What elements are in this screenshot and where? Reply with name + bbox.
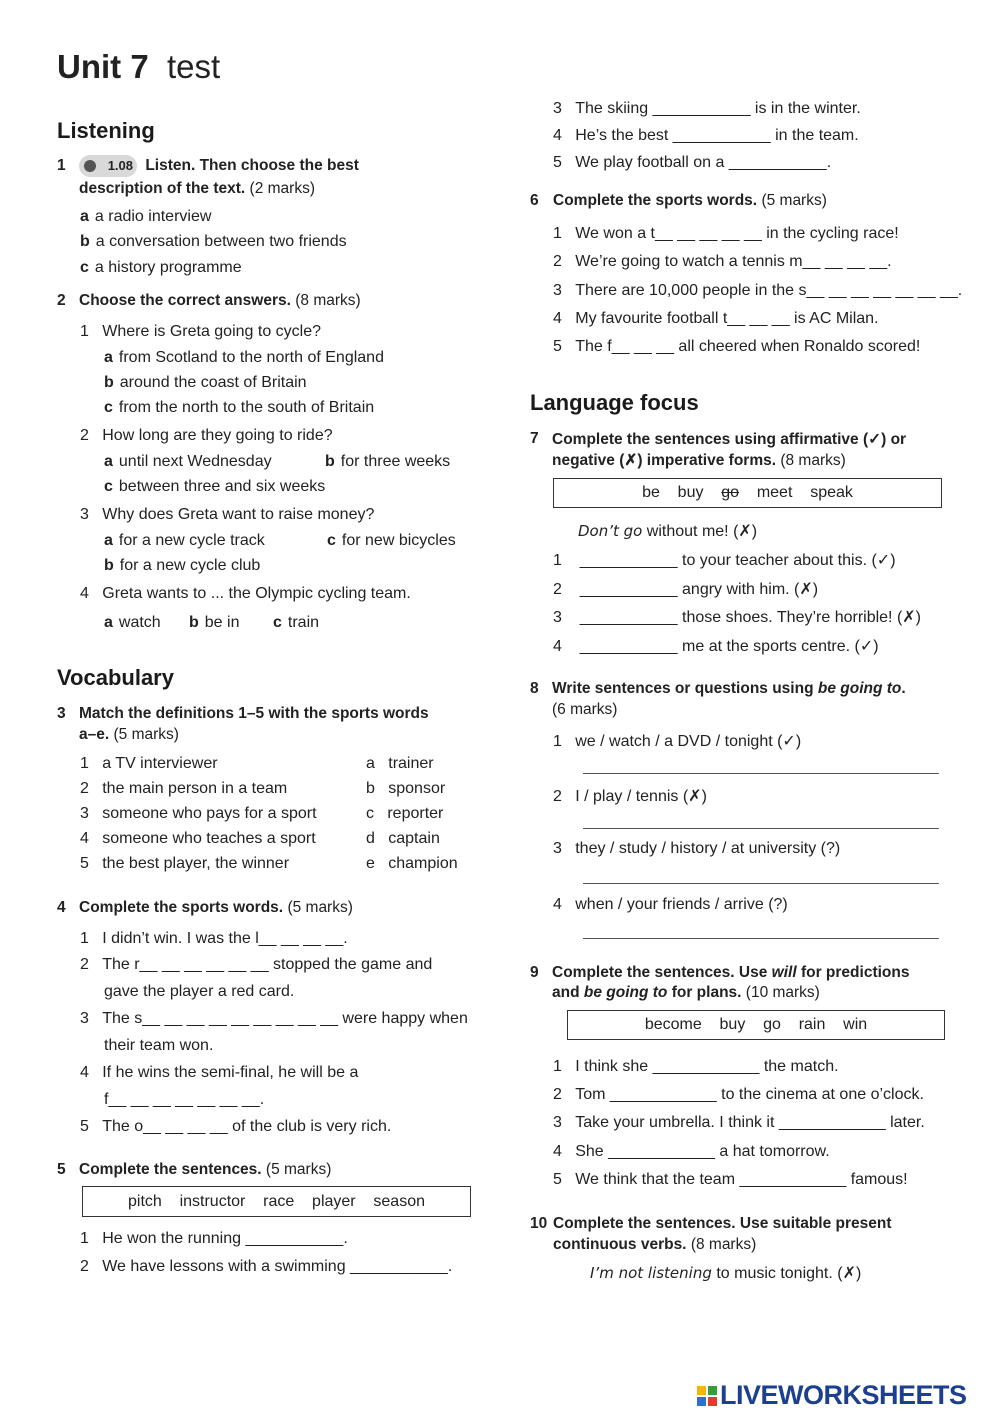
q7-example: Don’t go without me! (✗): [578, 522, 758, 540]
q2-instruction: Choose the correct answers. (8 marks): [79, 292, 361, 309]
q3-def-4: 4 someone who teaches a sport: [80, 830, 316, 847]
q3-word-b[interactable]: b sponsor: [366, 780, 446, 797]
q8-prompt-3: 3 they / study / history / at university (?): [553, 840, 841, 857]
q8-answer-line-3[interactable]: [583, 883, 939, 884]
q1-number: 1: [57, 157, 66, 174]
q4-sentence-1[interactable]: 1 I didn’t win. I was the l__ __ __ __.: [80, 930, 348, 947]
q9-sentence-3[interactable]: 3 Take your umbrella. I think it ____________ later.: [553, 1114, 925, 1131]
q2-1-option-a[interactable]: a from Scotland to the north of England: [104, 349, 384, 366]
q2-3-option-c[interactable]: c for new bicycles: [327, 532, 456, 549]
q2-2-option-c[interactable]: c between three and six weeks: [104, 478, 326, 495]
q4-sentence-3-cont: their team won.: [104, 1037, 214, 1054]
q7-sentence-4[interactable]: 4 ___________ me at the sports centre. (✓): [553, 638, 879, 655]
section-heading-language-focus: Language focus: [530, 390, 699, 415]
q5-instruction: Complete the sentences. (5 marks): [79, 1161, 332, 1178]
q5-sentence-3[interactable]: 3 The skiing ___________ is in the winter.: [553, 100, 861, 117]
q7-sentence-2[interactable]: 2 ___________ angry with him. (✗): [553, 581, 819, 598]
q3-word-c[interactable]: c reporter: [366, 805, 444, 822]
q4-sentence-2[interactable]: 2 The r__ __ __ __ __ __ stopped the game and: [80, 956, 433, 973]
q5-word-box: pitch instructor race player season: [82, 1186, 471, 1217]
title-unit: Unit 7: [57, 48, 149, 85]
logo-squares-icon: [697, 1386, 717, 1406]
q2-item-3: 3 Why does Greta want to raise money?: [80, 506, 375, 523]
q9-instruction: Complete the sentences. Use will for predictions: [552, 964, 910, 981]
q4-number: 4: [57, 899, 66, 916]
q3-instruction-line2: a–e. (5 marks): [79, 726, 179, 743]
q6-sentence-1[interactable]: 1 We won a t__ __ __ __ __ in the cycling race!: [553, 225, 899, 242]
q9-sentence-5[interactable]: 5 We think that the team ____________ famous!: [553, 1171, 908, 1188]
q7-sentence-1[interactable]: 1 ___________ to your teacher about this. (✓): [553, 552, 896, 569]
q2-item-1: 1 Where is Greta going to cycle?: [80, 323, 322, 340]
q3-def-2: 2 the main person in a team: [80, 780, 288, 797]
q9-instruction-line2: and be going to for plans. (10 marks): [552, 984, 820, 1001]
q2-3-option-b[interactable]: b for a new cycle club: [104, 557, 261, 574]
liveworksheets-logo[interactable]: [697, 1380, 967, 1411]
q2-4-option-b[interactable]: b be in: [189, 614, 240, 631]
q3-def-5: 5 the best player, the winner: [80, 855, 290, 872]
q8-instruction: Write sentences or questions using be going to.: [552, 680, 906, 697]
q3-number: 3: [57, 705, 66, 722]
q3-instruction: Match the definitions 1–5 with the sports words: [79, 705, 429, 722]
q6-sentence-2[interactable]: 2 We’re going to watch a tennis m__ __ __ __.: [553, 253, 892, 270]
q6-sentence-4[interactable]: 4 My favourite football t__ __ __ is AC Milan.: [553, 310, 879, 327]
q8-prompt-1: 1 we / watch / a DVD / tonight (✓): [553, 733, 802, 750]
q1-option-c[interactable]: c a history programme: [80, 259, 242, 276]
q9-sentence-2[interactable]: 2 Tom ____________ to the cinema at one o’clock.: [553, 1086, 924, 1103]
title-word: test: [167, 48, 221, 85]
q4-sentence-3[interactable]: 3 The s__ __ __ __ __ __ __ __ __ were happy when: [80, 1010, 468, 1027]
page-title: [57, 48, 220, 86]
q2-2-option-b[interactable]: b for three weeks: [325, 453, 451, 470]
q8-answer-line-2[interactable]: [583, 828, 939, 829]
q6-number: 6: [530, 192, 539, 209]
q10-instruction-line2: continuous verbs. (8 marks): [553, 1236, 757, 1253]
q5-sentence-5[interactable]: 5 We play football on a ___________.: [553, 154, 832, 171]
q1-option-b[interactable]: b a conversation between two friends: [80, 233, 347, 250]
q2-item-2: 2 How long are they going to ride?: [80, 427, 333, 444]
q6-instruction: Complete the sports words. (5 marks): [553, 192, 827, 209]
section-heading-listening: Listening: [57, 118, 155, 143]
q10-example: I’m not listening to music tonight. (✗): [590, 1264, 862, 1282]
q5-sentence-4[interactable]: 4 He’s the best ___________ in the team.: [553, 127, 859, 144]
q7-word-box: be buy go meet speak: [553, 478, 942, 508]
q1-instruction-line2: description of the text. (2 marks): [79, 180, 315, 197]
q9-number: 9: [530, 964, 539, 981]
q6-sentence-5[interactable]: 5 The f__ __ __ all cheered when Ronaldo scored!: [553, 338, 921, 355]
q7-number: 7: [530, 430, 539, 447]
q7-instruction-line2: negative (✗) imperative forms. (8 marks): [552, 452, 846, 469]
q6-sentence-3[interactable]: 3 There are 10,000 people in the s__ __ __ __ __ __ __.: [553, 282, 963, 299]
q2-3-option-a[interactable]: a for a new cycle track: [104, 532, 265, 549]
q3-word-e[interactable]: e champion: [366, 855, 458, 872]
q9-sentence-4[interactable]: 4 She ____________ a hat tomorrow.: [553, 1143, 830, 1160]
q4-sentence-4-cont[interactable]: f__ __ __ __ __ __ __.: [104, 1091, 265, 1108]
q5-number: 5: [57, 1161, 66, 1178]
q3-def-3: 3 someone who pays for a sport: [80, 805, 317, 822]
q3-def-1: 1 a TV interviewer: [80, 755, 218, 772]
q2-2-option-a[interactable]: a until next Wednesday: [104, 453, 272, 470]
q2-4-option-c[interactable]: c train: [273, 614, 320, 631]
q7-sentence-3[interactable]: 3 ___________ those shoes. They’re horrible! (✗): [553, 609, 922, 626]
q8-marks: (6 marks): [552, 701, 618, 718]
q8-answer-line-1[interactable]: [583, 773, 939, 774]
q10-number: 10: [530, 1215, 548, 1232]
q3-word-d[interactable]: d captain: [366, 830, 440, 847]
q4-instruction: Complete the sports words. (5 marks): [79, 899, 353, 916]
q8-prompt-2: 2 I / play / tennis (✗): [553, 788, 707, 805]
q10-instruction: Complete the sentences. Use suitable present: [553, 1215, 892, 1232]
q5-sentence-2[interactable]: 2 We have lessons with a swimming ___________.: [80, 1258, 453, 1275]
q7-instruction: Complete the sentences using affirmative (✓) or: [552, 431, 907, 448]
q1-option-a[interactable]: a a radio interview: [80, 208, 212, 225]
logo-text: LIVEWORKSHEETS: [720, 1380, 967, 1410]
audio-track-icon[interactable]: 1.08: [79, 155, 137, 177]
q8-number: 8: [530, 680, 539, 697]
q9-sentence-1[interactable]: 1 I think she ____________ the match.: [553, 1058, 839, 1075]
q2-item-4: 4 Greta wants to ... the Olympic cycling team.: [80, 585, 411, 602]
q3-word-a[interactable]: a trainer: [366, 755, 434, 772]
section-heading-vocabulary: Vocabulary: [57, 665, 174, 690]
q4-sentence-4[interactable]: 4 If he wins the semi-final, he will be a: [80, 1064, 359, 1081]
q2-1-option-c[interactable]: c from the north to the south of Britain: [104, 399, 375, 416]
q5-sentence-1[interactable]: 1 He won the running ___________.: [80, 1230, 348, 1247]
q8-prompt-4: 4 when / your friends / arrive (?): [553, 896, 788, 913]
q4-sentence-5[interactable]: 5 The o__ __ __ __ of the club is very rich.: [80, 1118, 392, 1135]
q2-4-option-a[interactable]: a watch: [104, 614, 161, 631]
q2-number: 2: [57, 292, 66, 309]
q2-1-option-b[interactable]: b around the coast of Britain: [104, 374, 307, 391]
crossed-out-word: go: [721, 484, 740, 501]
q1-instruction: 1.08 Listen. Then choose the best: [79, 155, 359, 177]
q9-word-box: become buy go rain win: [567, 1010, 945, 1040]
q8-answer-line-4[interactable]: [583, 938, 939, 939]
q4-sentence-2-cont: gave the player a red card.: [104, 983, 295, 1000]
